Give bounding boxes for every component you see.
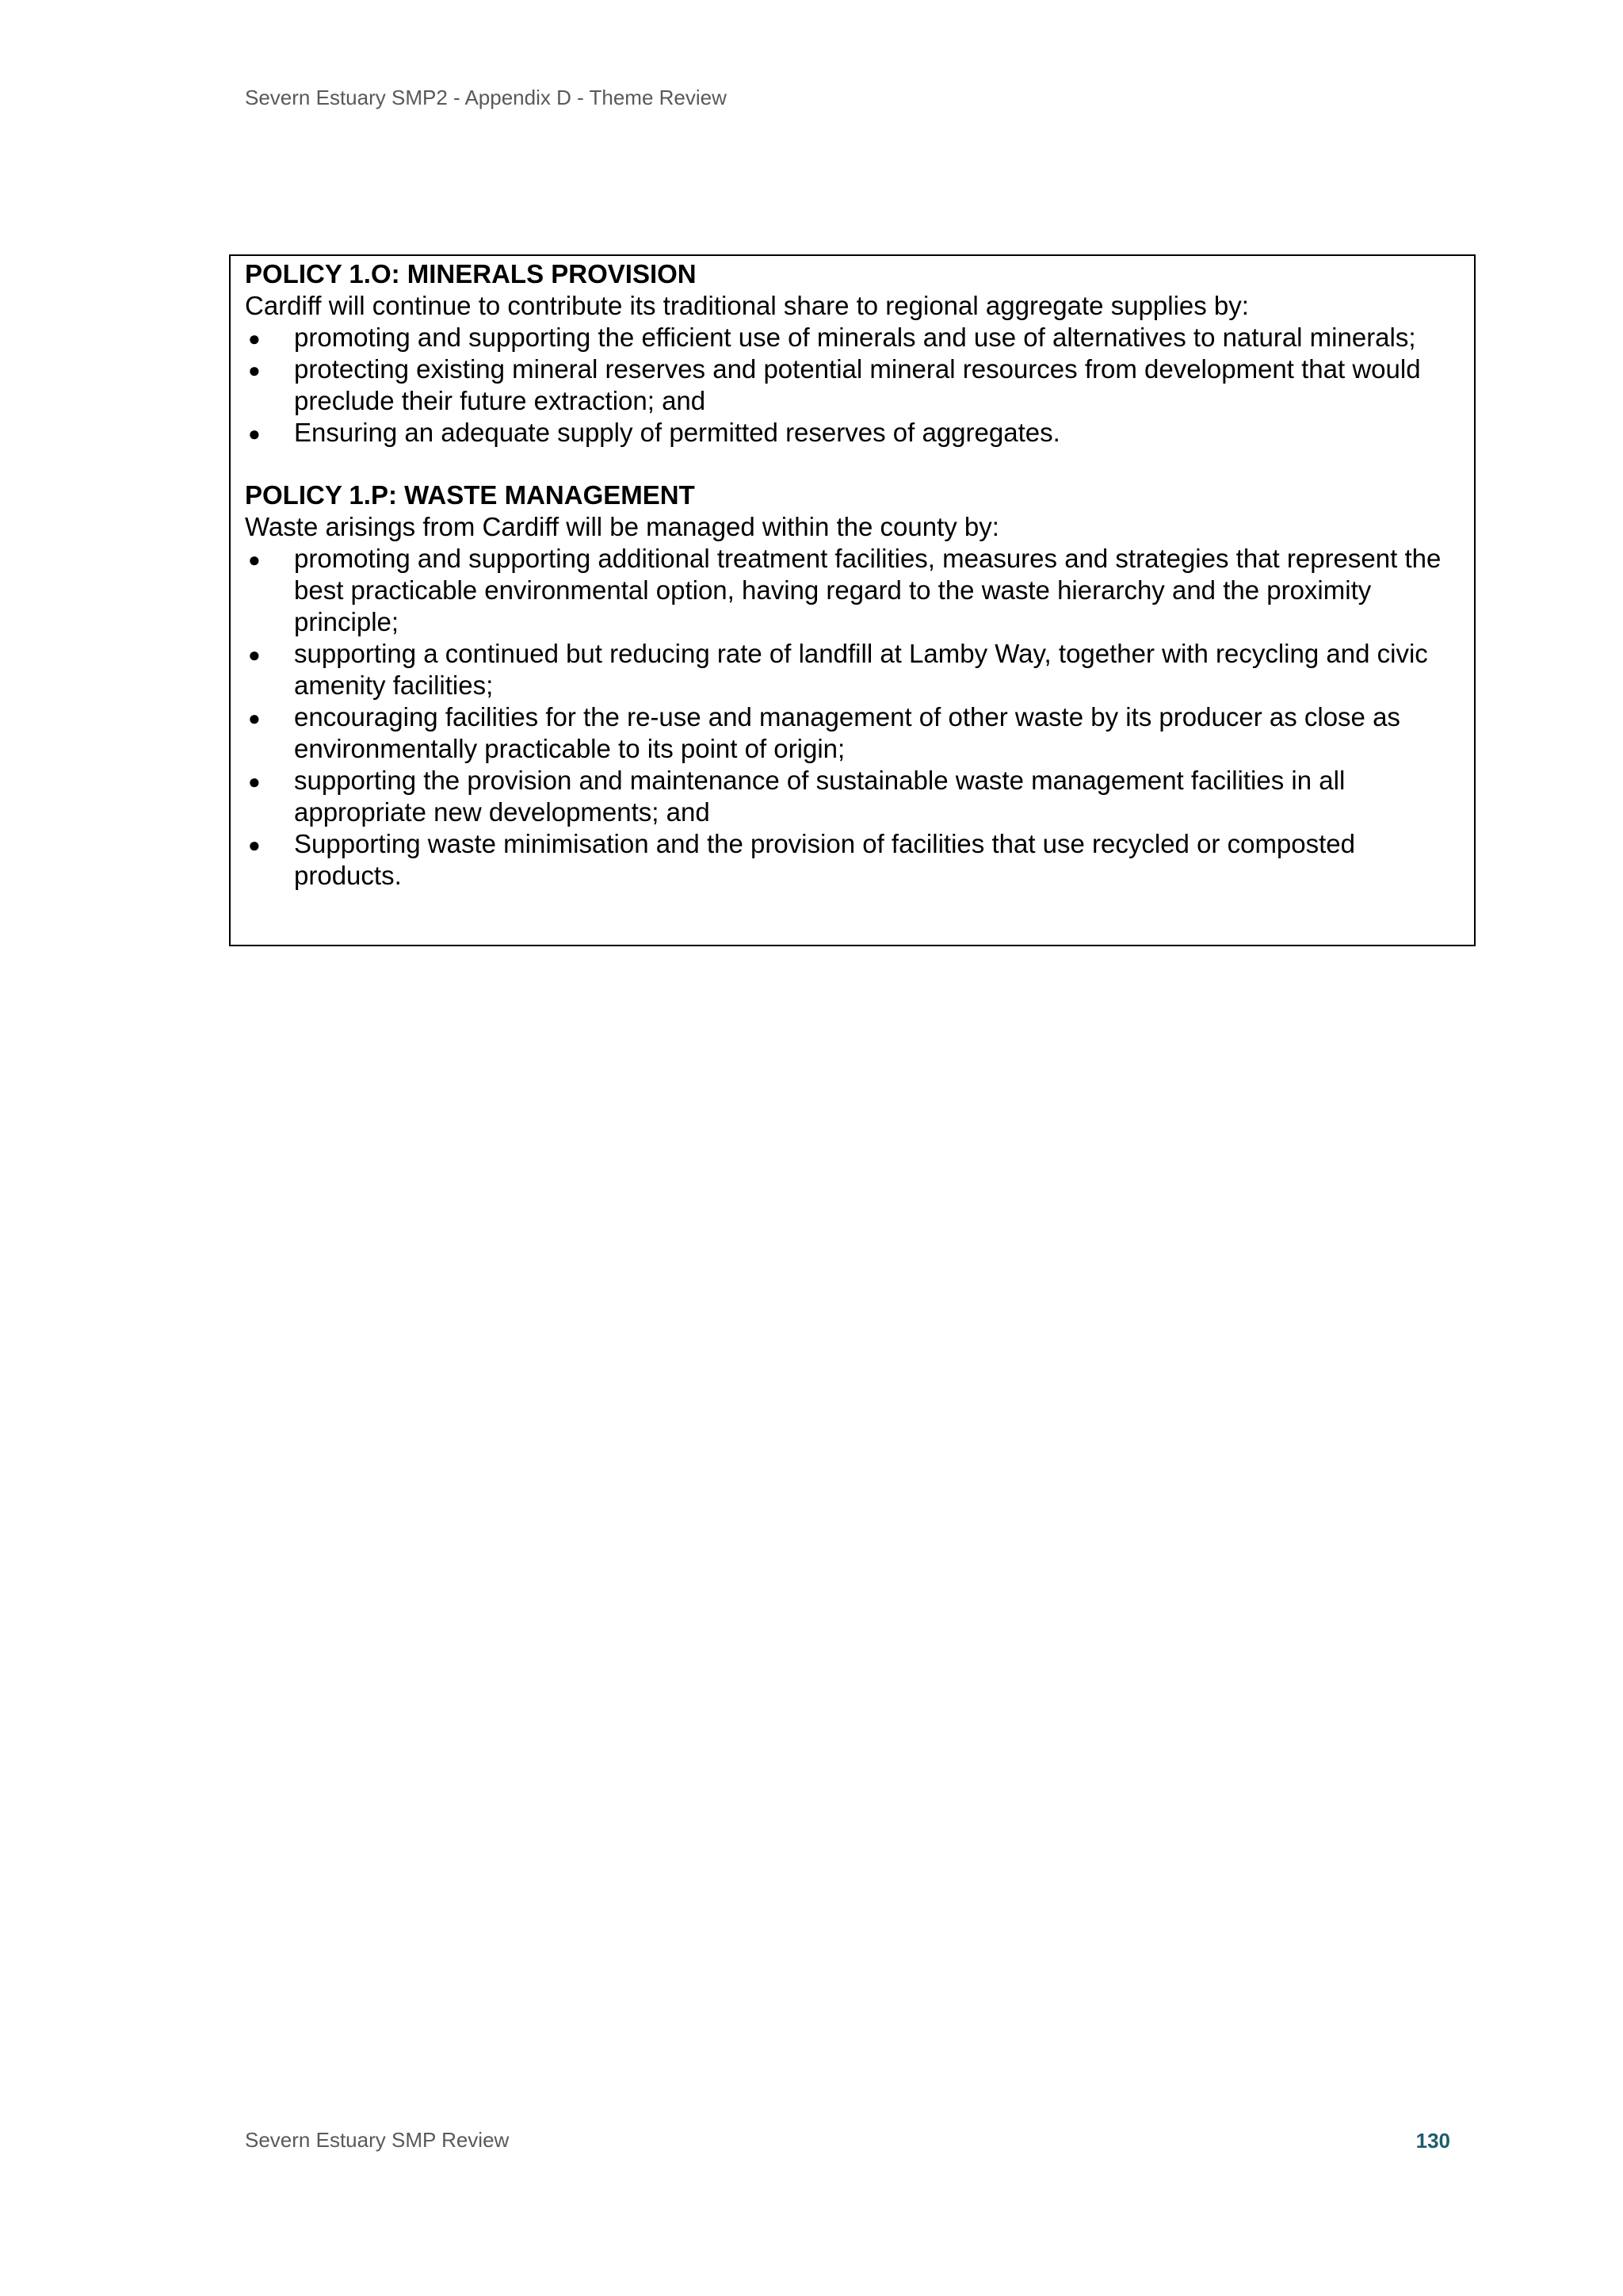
bullet-icon: ●	[248, 833, 261, 857]
policy-minerals-provision	[245, 258, 1460, 449]
list-item	[245, 322, 1460, 353]
list-item	[245, 638, 1460, 701]
page-footer: Severn Estuary SMP Review	[245, 2128, 510, 2152]
policy-title: POLICY 1.O: MINERALS PROVISION	[245, 259, 697, 288]
list-item	[245, 353, 1460, 417]
bullet-icon: ●	[248, 643, 261, 667]
list-item-text: Supporting waste minimisation and the provision of facilities that use recycled or composted products.	[294, 829, 1356, 890]
policy-title: POLICY 1.P: WASTE MANAGEMENT	[245, 480, 695, 510]
bullet-icon: ●	[248, 422, 261, 445]
list-item	[245, 701, 1460, 765]
list-item-text: promoting and supporting additional treatment facilities, measures and strategies that represent the best practicable environmental option, having regard to the waste hierarchy and the proximity principle;	[294, 544, 1442, 636]
list-item	[245, 765, 1460, 828]
list-item	[245, 828, 1460, 892]
bullet-icon: ●	[248, 327, 261, 350]
bullet-icon: ●	[248, 706, 261, 730]
policy-intro: Cardiff will continue to contribute its traditional share to regional aggregate supplies by:	[245, 291, 1249, 320]
page-number: 130	[1415, 2129, 1450, 2153]
list-item-text: promoting and supporting the efficient use of minerals and use of alternatives to natural minerals;	[294, 323, 1416, 352]
bullet-icon: ●	[248, 358, 261, 382]
list-item-text: Ensuring an adequate supply of permitted reserves of aggregates.	[294, 418, 1060, 447]
list-item	[245, 417, 1460, 449]
bullet-icon: ●	[248, 548, 261, 571]
list-item	[245, 543, 1460, 638]
policy-bullet-list	[245, 543, 1460, 892]
list-item-text: supporting the provision and maintenance of sustainable waste management facilities in all appropriate new developments; and	[294, 766, 1346, 827]
page-header: Severn Estuary SMP2 - Appendix D - Theme Review	[245, 86, 727, 109]
policy-waste-management	[245, 479, 1460, 892]
bullet-icon: ●	[248, 770, 261, 793]
policy-bullet-list	[245, 322, 1460, 449]
list-item-text: protecting existing mineral reserves and potential mineral resources from development that would preclude their future extraction; and	[294, 354, 1421, 415]
policy-intro: Waste arisings from Cardiff will be managed within the county by:	[245, 512, 999, 541]
list-item-text: encouraging facilities for the re-use and management of other waste by its producer as close as environmentally practicable to its point of origin;	[294, 702, 1400, 763]
policy-box	[229, 254, 1476, 946]
list-item-text: supporting a continued but reducing rate of landfill at Lamby Way, together with recycling and civic amenity facilities;	[294, 639, 1428, 700]
